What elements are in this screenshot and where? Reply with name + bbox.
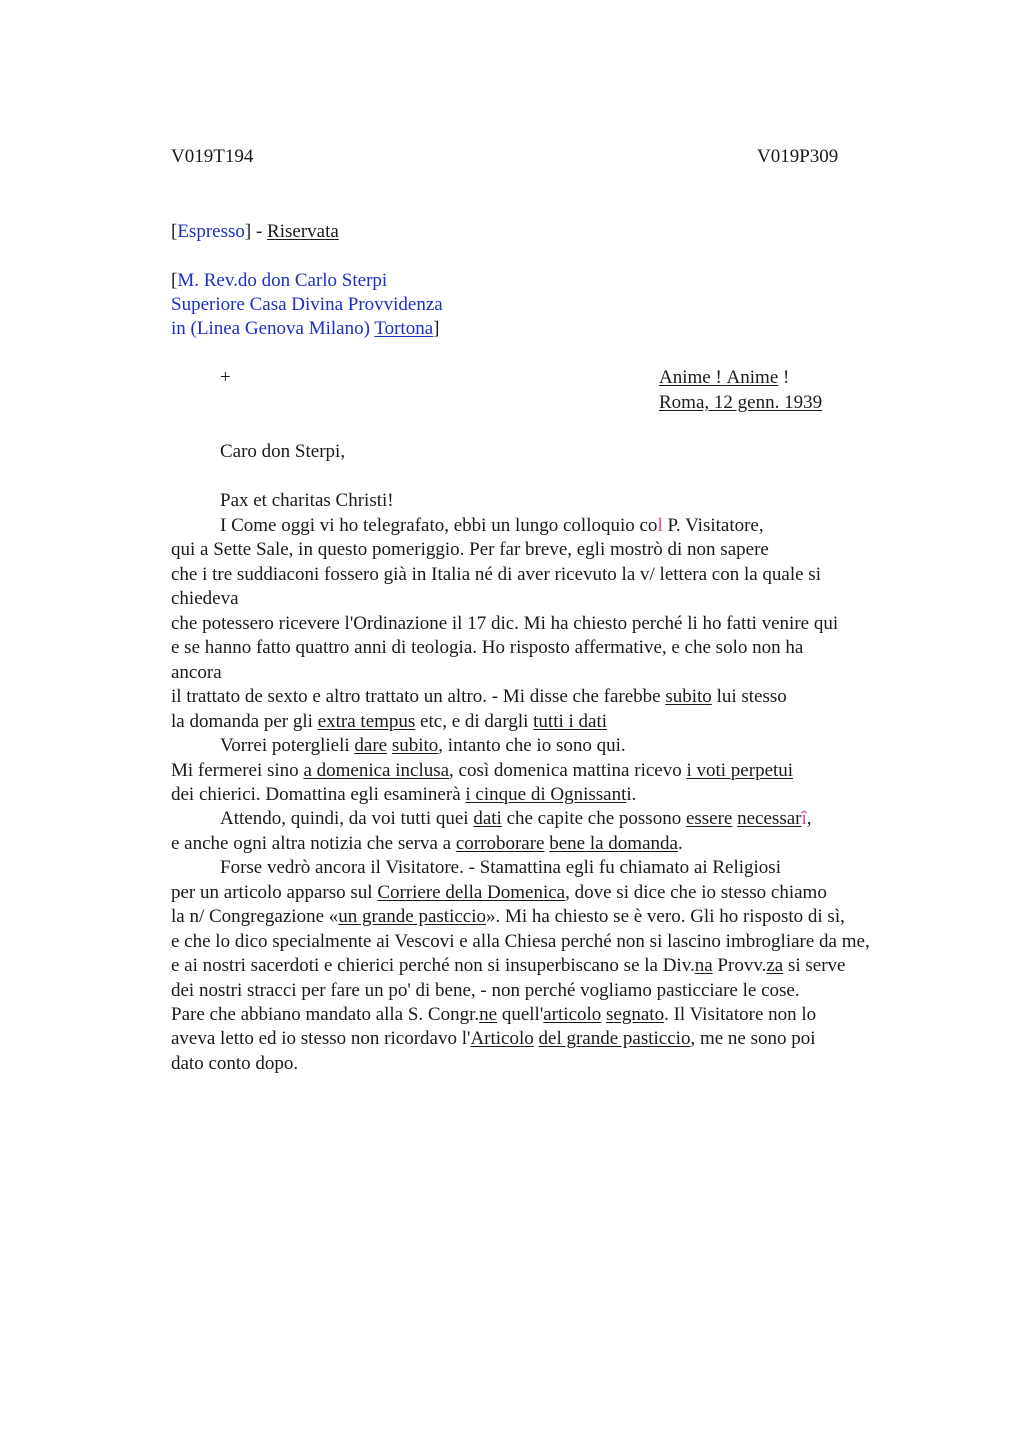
underlined-text: i cinque di Ognissant (465, 783, 627, 805)
greeting: Pax et charitas Christi! (220, 490, 394, 511)
body-line (171, 905, 845, 929)
body-line (171, 954, 845, 978)
text-run: la n/ Congregazione « (171, 906, 339, 928)
text-run: per un articolo apparso sul (171, 881, 378, 903)
underlined-text: extra tempus (317, 710, 416, 732)
underlined-text: del grande pasticcio (538, 1028, 691, 1050)
text-run: î (801, 808, 807, 830)
body-line (171, 636, 803, 660)
underlined-text: Articolo (470, 1028, 534, 1050)
text-run: lui stesso (711, 686, 787, 708)
body-line (171, 1003, 816, 1027)
text-run: qui a Sette Sale, in questo pomeriggio. Per far breve, egli mostrò di non sapere (171, 539, 769, 561)
body-line (171, 930, 870, 954)
body-line (171, 563, 821, 587)
address-city: Tortona (374, 318, 434, 339)
text-run: ancora (171, 661, 222, 683)
text-run: che capite che possono (501, 808, 686, 830)
address-line-2: Superiore Casa Divina Provvidenza (171, 294, 443, 315)
text-run: la domanda per gli (171, 710, 318, 732)
text-run: e se hanno fatto quattro anni di teologia. Ho risposto affermative, e che solo non ha (171, 637, 804, 659)
text-run: Forse vedrò ancora il Visitatore. - Stamattina egli fu chiamato ai Religiosi (220, 857, 781, 879)
body-line (171, 1027, 816, 1051)
body-line (171, 832, 683, 856)
text-run: i. (626, 783, 637, 805)
text-run: etc, e di dargli (415, 710, 534, 732)
body-line (171, 612, 838, 636)
text-run: , dove si dice che io stesso chiamo (565, 881, 827, 903)
text-run: , intanto che io sono qui. (438, 735, 626, 757)
underlined-text: necessar (737, 808, 802, 830)
text-run: dato conto dopo. (171, 1052, 299, 1074)
text-run: si serve (783, 955, 846, 977)
text-run: , me ne sono poi (690, 1028, 816, 1050)
text-run: e che lo dico specialmente ai Vescovi e alla Chiesa perché non si lascino imbrogliare da me, (171, 930, 870, 952)
espresso-label: Espresso (177, 221, 245, 242)
text-run: che potessero ricevere l'Ordinazione il 17 dic. Mi ha chiesto perché li ho fatti venire qui (171, 612, 839, 634)
text-run: e anche ogni altra notizia che serva a (171, 832, 456, 854)
text-run: I Come oggi vi ho telegrafato, ebbi un lungo colloquio co (220, 515, 658, 536)
underlined-text: articolo (543, 1004, 602, 1025)
body-line (220, 807, 812, 831)
underlined-text: segnato (606, 1004, 665, 1025)
text-run: l (657, 515, 663, 536)
body-line (220, 734, 626, 758)
text-run: . (677, 832, 683, 854)
body-line (171, 685, 787, 709)
address-line-1: [M. Rev.do don Carlo Sterpi (171, 270, 388, 291)
text-run: ». Mi ha chiesto se è vero. Gli ho risposto di sì, (486, 906, 845, 928)
underlined-text: essere (685, 808, 733, 830)
text-run: dei nostri stracci per fare un po' di bene, - non perché vogliamo pasticciare le cose. (171, 979, 800, 1001)
text-run: che i tre suddiaconi fossero già in Italia né di aver ricevuto la v/ lettera con la quale si (171, 563, 821, 585)
underlined-text: un grande pasticcio (338, 906, 486, 928)
text-run: Vorrei poterglieli (220, 735, 355, 757)
body-line (220, 514, 764, 538)
text-run: chiedeva (171, 588, 239, 610)
underlined-text: bene la domanda (549, 832, 678, 854)
body-line (171, 759, 793, 783)
underlined-text: subito (665, 686, 712, 708)
delivery-header: [Espresso] - Riservata (171, 221, 339, 242)
text-run: , così domenica mattina ricevo (449, 759, 687, 781)
address-line-3: in (Linea Genova Milano) Tortona] (171, 318, 440, 339)
motto: Anime ! Anime ! (659, 367, 790, 388)
text-run: quell' (497, 1004, 544, 1025)
text-run: il trattato de sexto e altro trattato un altro. - Mi disse che farebbe (171, 686, 666, 708)
underlined-text: na (694, 955, 713, 977)
text-run: aveva letto ed io stesso non ricordavo l' (171, 1028, 471, 1050)
body-line (171, 783, 636, 807)
body-line (171, 881, 827, 905)
body-line (171, 710, 607, 734)
salutation: Caro don Sterpi, (220, 441, 346, 462)
underlined-text: za (766, 955, 784, 977)
text-run: . Il Visitatore non lo (664, 1004, 817, 1025)
text-run: P. Visitatore, (662, 515, 764, 536)
cross-mark: + (220, 367, 231, 388)
letter-date: Roma, 12 genn. 1939 (659, 392, 823, 413)
underlined-text: dati (473, 808, 502, 830)
document-code-right: V019P309 (757, 146, 839, 167)
underlined-text: i voti perpetui (686, 759, 794, 781)
body-line (171, 1052, 298, 1076)
body-line (220, 856, 781, 880)
riservata-label: Riservata (267, 221, 339, 242)
text-run: , (806, 808, 812, 830)
text-run: Attendo, quindi, da voi tutti quei (220, 808, 474, 830)
body-line (171, 587, 239, 611)
underlined-text: ne (479, 1004, 498, 1025)
document-code-left: V019T194 (171, 146, 254, 167)
text-run: Provv. (712, 955, 767, 977)
underlined-text: tutti i dati (533, 710, 608, 732)
body-line (171, 538, 769, 562)
underlined-text: dare (354, 735, 388, 757)
body-line (171, 979, 800, 1003)
underlined-text: Corriere della Domenica (377, 881, 566, 903)
text-run: Pare che abbiano mandato alla S. Congr. (171, 1004, 480, 1025)
text-run: e ai nostri sacerdoti e chierici perché non si insuperbiscano se la Div. (171, 955, 695, 977)
text-run: Mi fermerei sino (171, 759, 304, 781)
text-run: dei chierici. Domattina egli esaminerà (171, 783, 466, 805)
body-line (171, 661, 222, 685)
underlined-text: a domenica inclusa (303, 759, 450, 781)
underlined-text: subito (391, 735, 439, 757)
underlined-text: corroborare (455, 832, 545, 854)
